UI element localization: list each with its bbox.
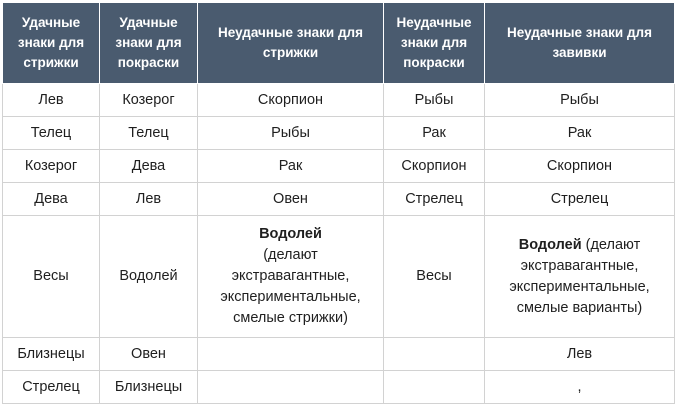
table-cell: Лев	[3, 84, 100, 117]
table-cell: Козерог	[100, 84, 198, 117]
table-cell	[198, 371, 384, 404]
table-header-row	[3, 3, 675, 84]
header-good-coloring: Удачные знаки для покраски	[100, 3, 198, 84]
zodiac-signs-table	[2, 2, 675, 404]
table-cell: Стрелец	[384, 183, 485, 216]
table-cell	[384, 371, 485, 404]
table-cell: Лев	[485, 338, 675, 371]
table-cell: Телец	[100, 117, 198, 150]
table-cell	[384, 338, 485, 371]
header-bad-perm: Неудачные знаки для завивки	[485, 3, 675, 84]
table-cell-note	[198, 216, 384, 338]
table-cell: Скорпион	[198, 84, 384, 117]
note-text: (делают	[581, 236, 641, 253]
header-bad-coloring: Неудачные знаки для покраски	[384, 3, 485, 84]
table-row	[3, 117, 675, 150]
table-cell-note	[485, 216, 675, 338]
table-cell: Дева	[100, 150, 198, 183]
table-cell: Близнецы	[3, 338, 100, 371]
table-cell: Близнецы	[100, 371, 198, 404]
header-bad-haircut: Неудачные знаки для стрижки	[198, 3, 384, 84]
note-line: экстравагантные,	[231, 268, 350, 284]
note-line: экспериментальные,	[509, 278, 650, 295]
table-cell: Стрелец	[485, 183, 675, 216]
table-cell: Скорпион	[485, 150, 675, 183]
header-good-haircut: Удачные знаки для стрижки	[3, 3, 100, 84]
table-cell: Рак	[384, 117, 485, 150]
table-cell: Козерог	[3, 150, 100, 183]
note-line: экстравагантные,	[520, 257, 639, 274]
table-cell: Овен	[100, 338, 198, 371]
note-sign: Водолей	[518, 236, 582, 253]
table-row	[3, 338, 675, 371]
table-cell: Телец	[3, 117, 100, 150]
note-line: смелые варианты)	[516, 299, 643, 316]
note-line: (делают	[263, 247, 318, 263]
table-cell: Скорпион	[384, 150, 485, 183]
table-cell: Лев	[100, 183, 198, 216]
table-cell: Стрелец	[3, 371, 100, 404]
table-cell: Дева	[3, 183, 100, 216]
table-cell: Рак	[198, 150, 384, 183]
note-sign: Водолей	[259, 226, 322, 242]
table-cell: Водолей	[100, 216, 198, 338]
table-cell: Рак	[485, 117, 675, 150]
table-row	[3, 84, 675, 117]
table-row	[3, 150, 675, 183]
table-cell: Рыбы	[384, 84, 485, 117]
table-row	[3, 216, 675, 338]
note-line: смелые стрижки)	[233, 310, 348, 326]
table-cell: ,	[485, 371, 675, 404]
table-cell	[198, 338, 384, 371]
table-cell: Рыбы	[485, 84, 675, 117]
table-row	[3, 183, 675, 216]
table-cell: Овен	[198, 183, 384, 216]
note-first-line	[489, 235, 670, 256]
table-cell: Весы	[384, 216, 485, 338]
table-cell: Весы	[3, 216, 100, 338]
table-row	[3, 371, 675, 404]
note-line: экспериментальные,	[220, 289, 361, 305]
table-cell: Рыбы	[198, 117, 384, 150]
